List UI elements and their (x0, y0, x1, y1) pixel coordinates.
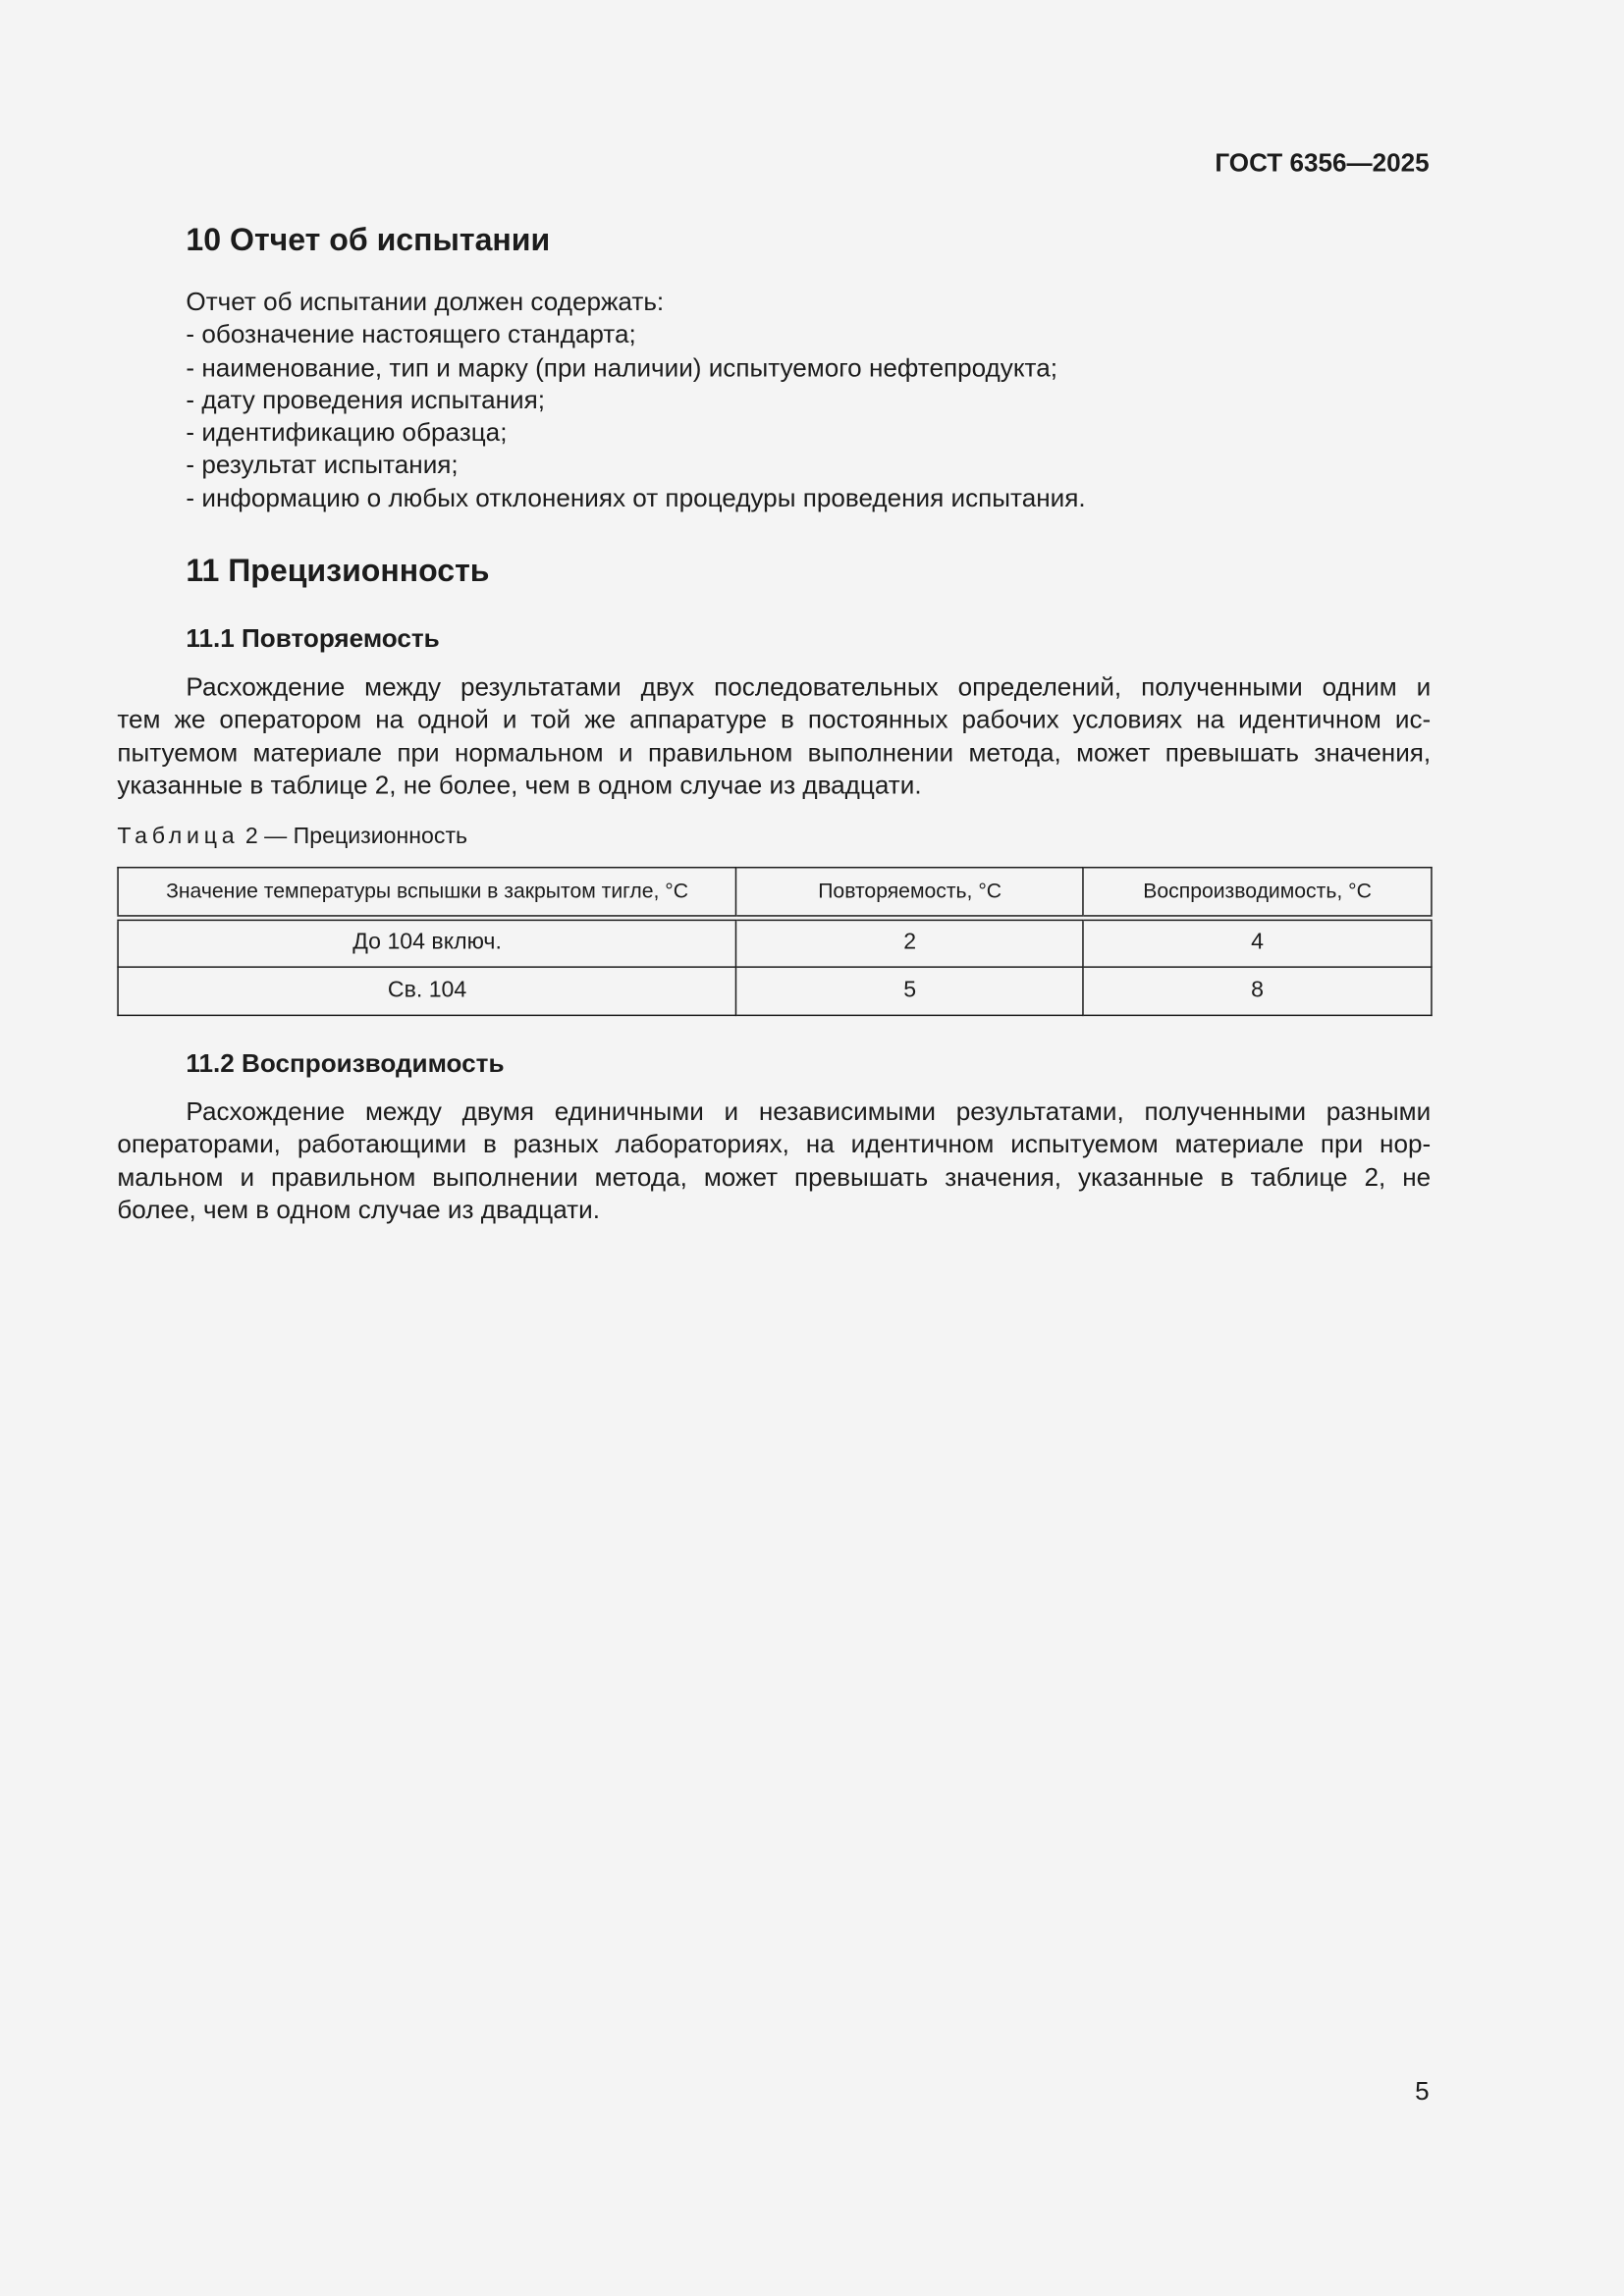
paragraph-line: более, чем в одном случае из двадцати. (117, 1194, 600, 1224)
precision-table (117, 867, 1432, 1015)
section-11-title: 11 Прецизионность (186, 553, 490, 589)
table-header-row (118, 868, 1432, 918)
section-10-list (186, 286, 1445, 514)
list-item: - результат испытания; (186, 450, 459, 480)
table-caption-label: Таблица (117, 824, 240, 850)
table-caption-text: 2 — Прецизионность (239, 824, 468, 850)
table-caption (117, 825, 467, 851)
subsection-11-1-paragraph (117, 670, 1431, 801)
paragraph-line: указанные в таблице 2, не более, чем в одном случае из двадцати. (117, 770, 922, 800)
paragraph-line: Расхождение между двумя единичными и независимыми результатами, полученными разными (186, 1096, 1432, 1126)
column-header-flash-point: Значение температуры вспышки в закрытом тигле, °С (118, 868, 736, 918)
table-cell: До 104 включ. (118, 917, 736, 967)
table-cell: 8 (1083, 967, 1432, 1014)
table-row (118, 917, 1432, 967)
running-header: ГОСТ 6356—2025 (1215, 147, 1430, 178)
list-item: - идентификацию образца; (186, 417, 508, 448)
list-item: - обозначение настоящего стандарта; (186, 319, 636, 349)
section-10-title: 10 Отчет об испытании (186, 222, 551, 258)
list-item: - информацию о любых отклонениях от процедуры проведения испытания. (186, 482, 1086, 512)
subsection-11-2-title: 11.2 Воспроизводимость (186, 1047, 505, 1078)
page-number: 5 (1415, 2075, 1430, 2106)
subsection-11-2-paragraph (117, 1095, 1431, 1226)
list-item: - дату проведения испытания; (186, 385, 546, 414)
table-cell: 4 (1083, 917, 1432, 967)
subsection-11-1-title: 11.1 Повторяемость (186, 623, 440, 654)
paragraph-line: операторами, работающими в разных лабораториях, на идентичном испытуемом материале при нор- (117, 1129, 1432, 1159)
paragraph-line: тем же оператором на одной и той же аппаратуре в постоянных рабочих условиях на идентичном ис- (117, 704, 1432, 734)
paragraph-line: пытуемом материале при нормальном и правильном выполнении метода, может превышать значения, (117, 737, 1432, 767)
list-item: - наименование, тип и марку (при наличии) испытуемого нефтепродукта; (186, 351, 1057, 382)
table-cell: 2 (736, 917, 1083, 967)
table-row (118, 967, 1432, 1014)
table-cell: 5 (736, 967, 1083, 1014)
list-intro: Отчет об испытании должен содержать: (186, 287, 665, 317)
paragraph-line: Расхождение между результатами двух последовательных определений, полученными одним и (186, 671, 1432, 702)
column-header-reproducibility: Воспроизводимость, °С (1083, 868, 1432, 918)
paragraph-line: мальном и правильном выполнении метода, может превышать значения, указанные в таблице 2, не (117, 1161, 1432, 1192)
column-header-repeatability: Повторяемость, °С (736, 868, 1083, 918)
table-cell: Св. 104 (118, 967, 736, 1014)
